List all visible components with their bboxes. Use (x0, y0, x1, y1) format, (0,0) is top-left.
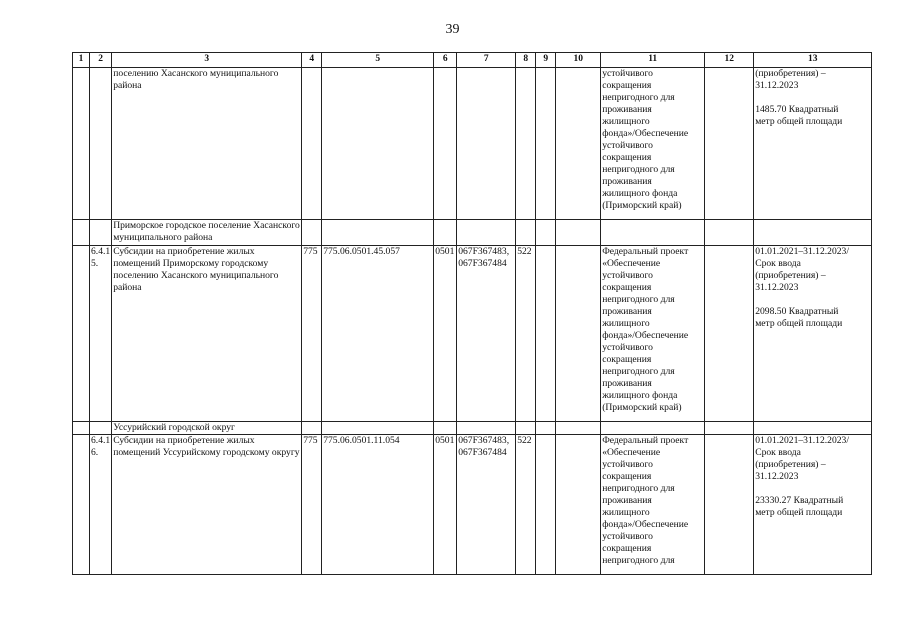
table-cell (516, 422, 536, 435)
header-row (73, 53, 872, 68)
table-cell (536, 435, 556, 575)
deadline-cell: 01.01.2021–31.12.2023/ Срок ввода (приобретения) – 31.12.2023 2098.50 Квадратный метр общей площади (754, 246, 872, 422)
column-header: 9 (536, 53, 556, 68)
table-cell (705, 68, 754, 220)
deadline-cell: 01.01.2021–31.12.2023/ Срок ввода (приобретения) – 31.12.2023 23330.27 Квадратный метр общей площади (754, 435, 872, 575)
table-row (73, 435, 872, 575)
item-number: 6.4.1 5. (90, 246, 112, 422)
item-description: поселению Хасанского муниципального района (112, 68, 302, 220)
column-header: 11 (601, 53, 705, 68)
table-cell (536, 422, 556, 435)
page-number: 39 (445, 22, 460, 37)
section-row (73, 422, 872, 435)
table-cell: 067F367483, 067F367484 (457, 435, 516, 575)
table-cell (73, 422, 90, 435)
item-description: Субсидии на приобретение жилых помещений Уссурийскому городскому округу (112, 435, 302, 575)
table-cell: 522 (516, 246, 536, 422)
column-header: 13 (754, 53, 872, 68)
project-cell: Федеральный проект «Обеспечение устойчивого сокращения непригодного для проживания жилищного фонда»/Обеспечение устойчивого сокращения непригодного для проживания жилищного фонда (Приморский край) (601, 246, 705, 422)
column-header: 6 (434, 53, 457, 68)
table-cell: 067F367483, 067F367484 (457, 246, 516, 422)
table-cell (556, 220, 601, 246)
section-label: Уссурийский городской округ (112, 422, 302, 435)
table-cell (434, 422, 457, 435)
table-cell: 0501 (434, 246, 457, 422)
table-cell (322, 68, 434, 220)
table-cell (601, 220, 705, 246)
table-row (73, 68, 872, 220)
table-cell: 522 (516, 435, 536, 575)
table-cell (556, 68, 601, 220)
table-cell (322, 220, 434, 246)
section-row (73, 220, 872, 246)
item-number (90, 68, 112, 220)
table-cell (556, 246, 601, 422)
table-cell (601, 422, 705, 435)
table-cell (536, 220, 556, 246)
table-cell (90, 422, 112, 435)
table-cell (73, 246, 90, 422)
table-cell (73, 220, 90, 246)
column-header: 8 (516, 53, 536, 68)
code-cell: 775.06.0501.45.057 (322, 246, 434, 422)
table-cell (434, 68, 457, 220)
item-number: 6.4.1 6. (90, 435, 112, 575)
budget-table (72, 52, 872, 575)
table-row (73, 246, 872, 422)
table-cell (457, 422, 516, 435)
table-cell (516, 68, 536, 220)
table-cell (434, 220, 457, 246)
table-cell (754, 220, 872, 246)
section-label: Приморское городское поселение Хасанского муниципального района (112, 220, 302, 246)
table-cell (302, 220, 322, 246)
column-header: 1 (73, 53, 90, 68)
table-cell (302, 68, 322, 220)
table-cell (90, 220, 112, 246)
column-header: 4 (302, 53, 322, 68)
column-header: 3 (112, 53, 302, 68)
column-header: 10 (556, 53, 601, 68)
column-header: 5 (322, 53, 434, 68)
table-cell (302, 422, 322, 435)
table-cell (705, 220, 754, 246)
table-cell (73, 68, 90, 220)
table-cell (754, 422, 872, 435)
project-cell: устойчивого сокращения непригодного для проживания жилищного фонда»/Обеспечение устойчивого сокращения непригодного для проживания жилищного фонда (Приморский край) (601, 68, 705, 220)
table-cell: 775 (302, 246, 322, 422)
item-description: Субсидии на приобретение жилых помещений Приморскому городскому поселению Хасанского муниципального района (112, 246, 302, 422)
table-cell (705, 435, 754, 575)
table-cell: 775 (302, 435, 322, 575)
table-cell (705, 422, 754, 435)
table-cell (536, 246, 556, 422)
table-cell (556, 435, 601, 575)
table-cell (457, 68, 516, 220)
column-header: 2 (90, 53, 112, 68)
table-cell: 0501 (434, 435, 457, 575)
column-header: 7 (457, 53, 516, 68)
table-cell (556, 422, 601, 435)
table-cell (536, 68, 556, 220)
code-cell: 775.06.0501.11.054 (322, 435, 434, 575)
table-cell (457, 220, 516, 246)
table-cell (516, 220, 536, 246)
project-cell: Федеральный проект «Обеспечение устойчивого сокращения непригодного для проживания жилищного фонда»/Обеспечение устойчивого сокращения непригодного для (601, 435, 705, 575)
table-cell (322, 422, 434, 435)
deadline-cell: (приобретения) – 31.12.2023 1485.70 Квадратный метр общей площади (754, 68, 872, 220)
column-header: 12 (705, 53, 754, 68)
table-cell (705, 246, 754, 422)
table-cell (73, 435, 90, 575)
